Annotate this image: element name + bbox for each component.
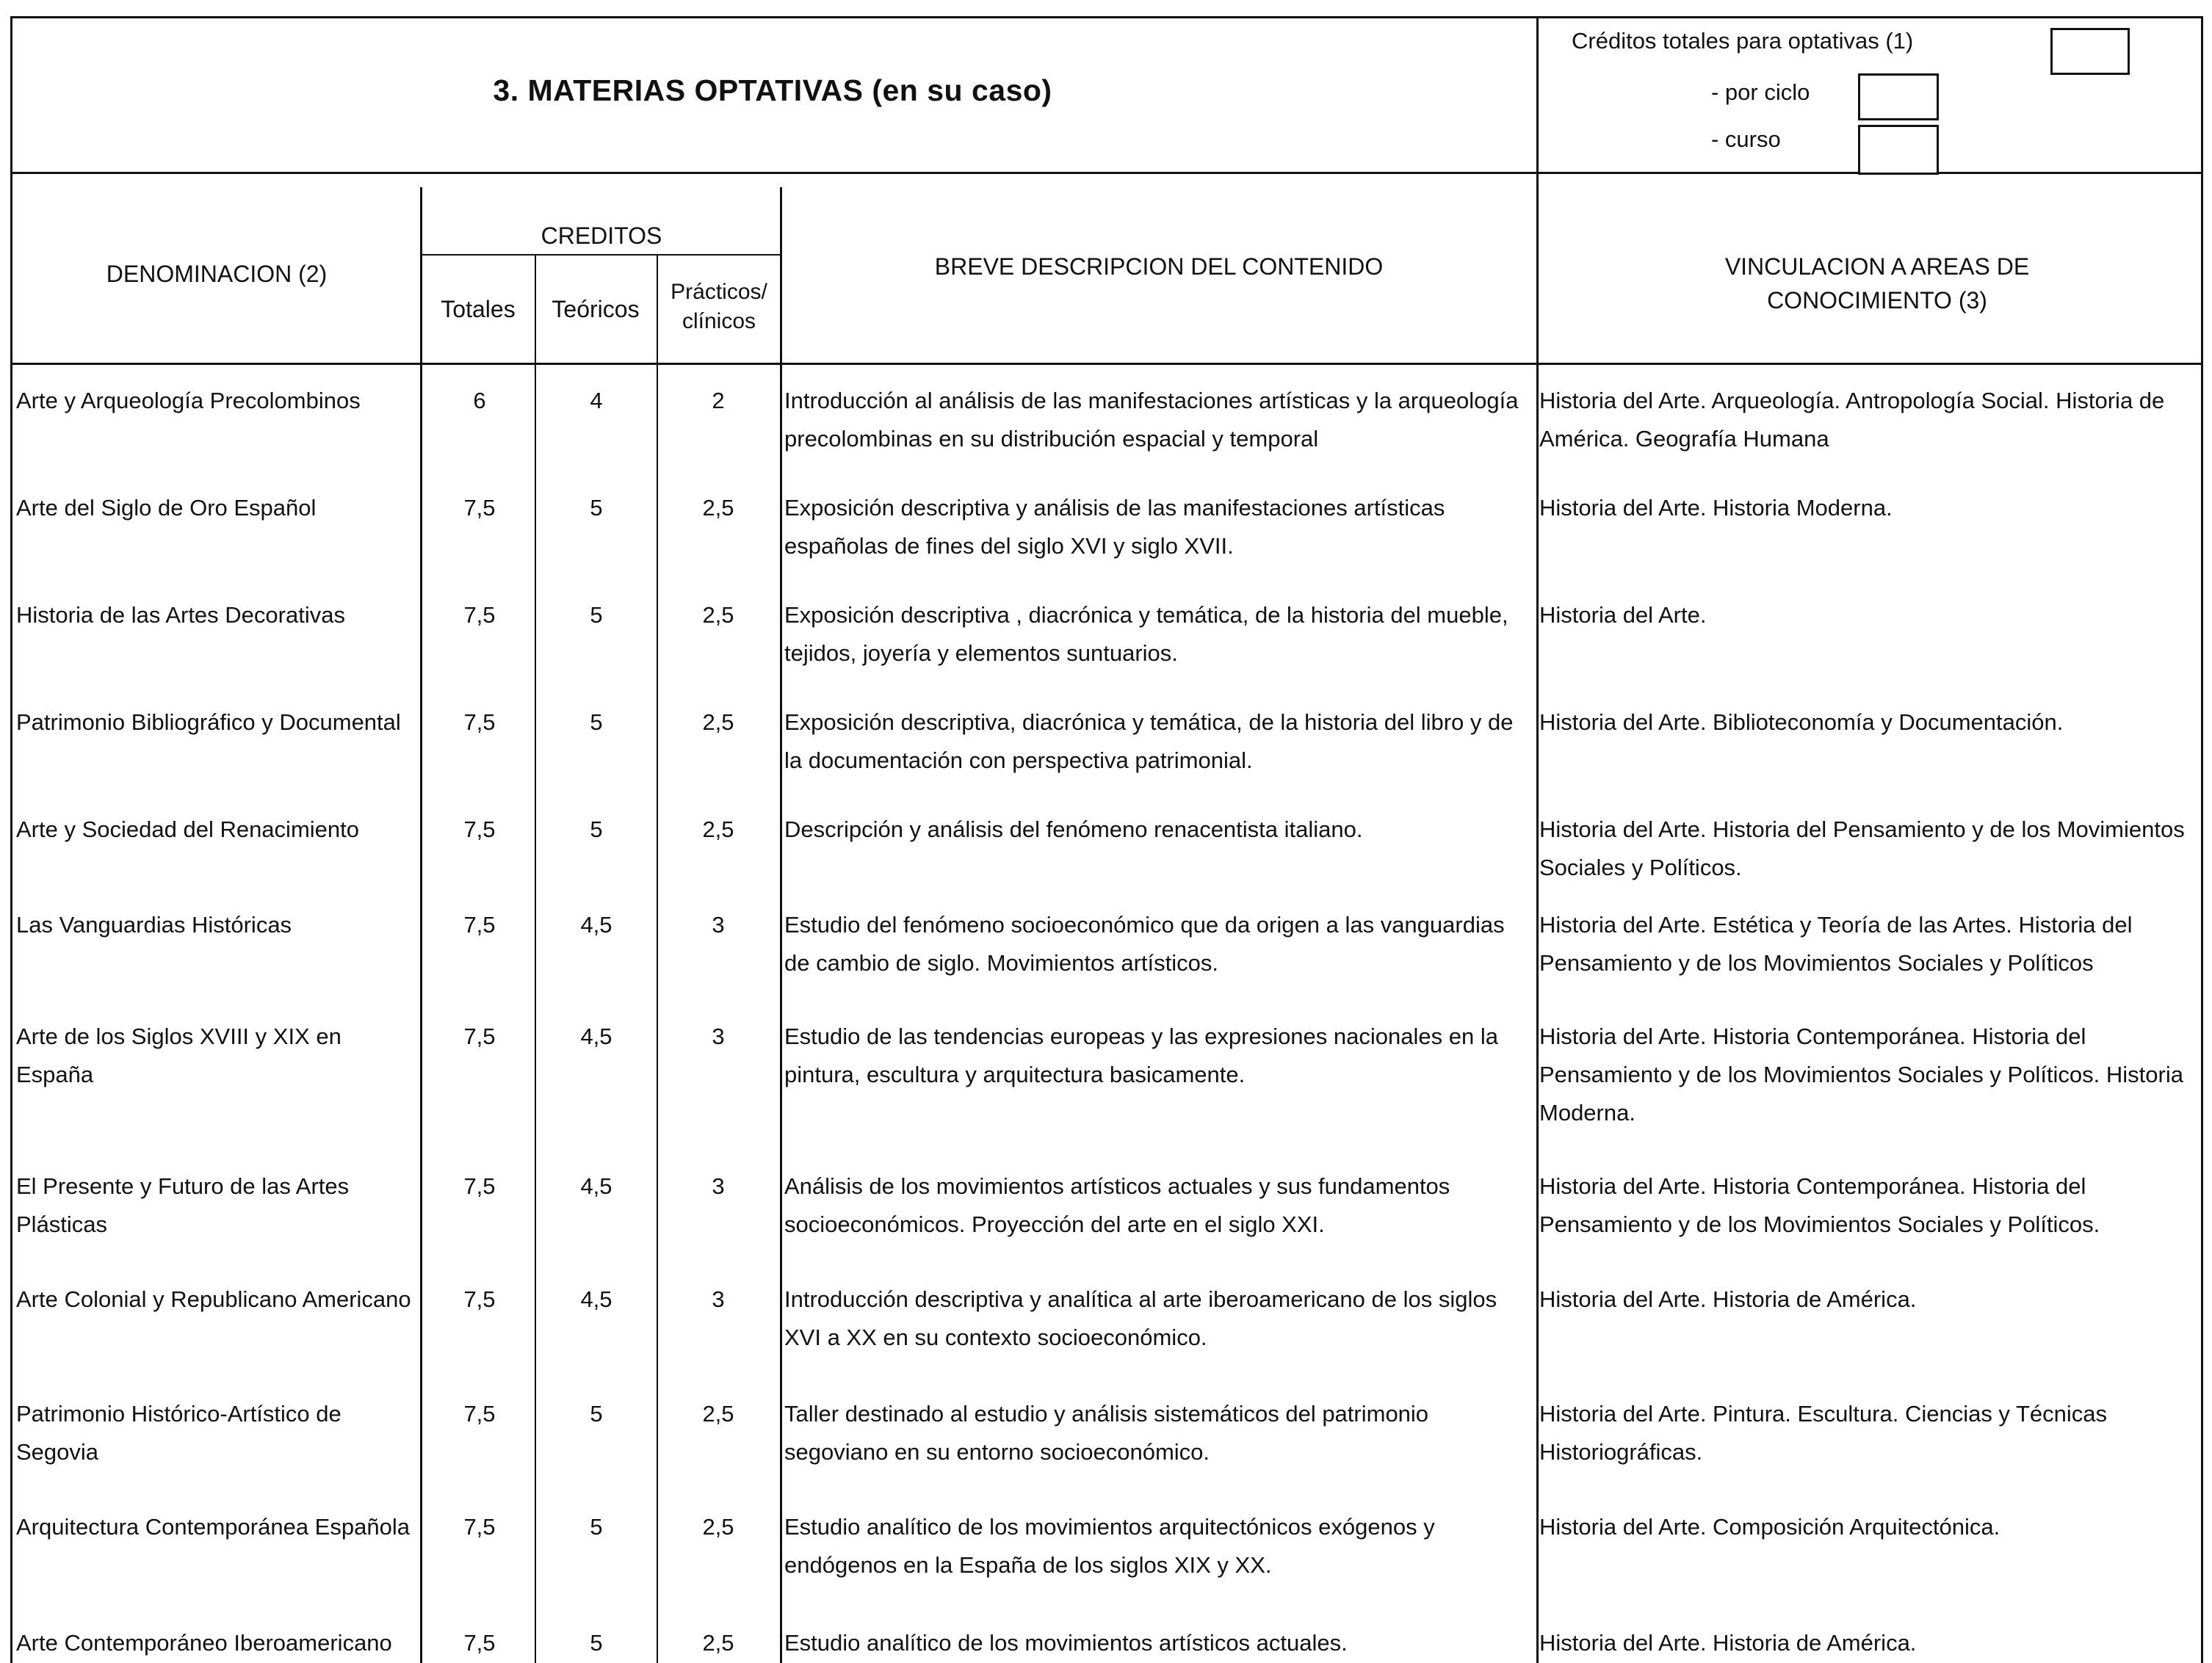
row-totales: 7,5 [463, 1286, 496, 1312]
row-denominacion: Arte y Arqueología Precolombinos [16, 388, 361, 413]
col-divider-creditos-left [420, 187, 422, 1663]
row-areas: Historia del Arte. Pintura. Escultura. Ciencias y Técnicas Historiográficas. [1539, 1401, 2108, 1465]
col-divider-creditos-right [780, 187, 782, 1663]
row-totales: 7,5 [463, 602, 496, 628]
row-descripcion: Introducción al análisis de las manifestaciones artísticas y la arqueología precolombinas en su distribución espacial y temporal [784, 388, 1519, 452]
row-descripcion: Estudio de las tendencias europeas y las expresiones nacionales en la pintura, escultura y arquitectura basicamente. [784, 1023, 1498, 1087]
row-practicos: 2,5 [702, 1514, 734, 1540]
row-descripcion: Estudio analítico de los movimientos artísticos actuales. [784, 1630, 1348, 1656]
col-header-totales: Totales [441, 296, 516, 322]
row-teoricos: 4,5 [580, 1286, 612, 1312]
row-descripcion: Exposición descriptiva , diacrónica y temática, de la historia del mueble, tejidos, joyería y elementos suntuarios. [784, 602, 1508, 666]
row-teoricos: 5 [590, 709, 603, 735]
row-practicos: 3 [712, 912, 725, 938]
row-denominacion: El Presente y Futuro de las Artes Plásticas [16, 1173, 350, 1237]
table-header-bottom-border [10, 363, 2203, 365]
row-practicos: 2,5 [702, 816, 734, 842]
row-denominacion: Arte Contemporáneo Iberoamericano [16, 1630, 392, 1656]
row-denominacion: Patrimonio Histórico-Artístico de Segovia [16, 1401, 341, 1465]
row-totales: 7,5 [463, 1173, 496, 1199]
row-practicos: 3 [712, 1023, 725, 1049]
row-teoricos: 5 [590, 1514, 603, 1540]
header-divider [1536, 16, 1539, 1663]
creditos-subheader-line [420, 254, 781, 256]
row-areas: Historia del Arte. Composición Arquitectónica. [1539, 1514, 2000, 1540]
row-teoricos: 5 [590, 602, 603, 628]
row-denominacion: Arte de los Siglos XVIII y XIX en España [16, 1023, 341, 1087]
row-teoricos: 4,5 [580, 1023, 612, 1049]
row-totales: 6 [473, 388, 486, 413]
col-divider-teoricos [657, 254, 658, 1663]
row-teoricos: 4 [590, 388, 603, 413]
row-teoricos: 5 [590, 1401, 603, 1427]
row-teoricos: 4,5 [580, 912, 612, 938]
row-denominacion: Las Vanguardias Históricas [16, 912, 292, 938]
row-descripcion: Análisis de los movimientos artísticos actuales y sus fundamentos socioeconómicos. Proyección del arte en el siglo XXI. [784, 1173, 1450, 1237]
col-header-creditos: CREDITOS [541, 222, 662, 249]
row-denominacion: Patrimonio Bibliográfico y Documental [16, 709, 401, 735]
row-totales: 7,5 [463, 1514, 496, 1540]
frame-right-border [2201, 16, 2203, 1663]
row-areas: Historia del Arte. Historia Contemporánea. Historia del Pensamiento y de los Movimientos Sociales y Políticos. [1539, 1173, 2100, 1237]
frame-top-border [10, 16, 2203, 18]
row-descripcion: Estudio analítico de los movimientos arquitectónicos exógenos y endógenos en la España de los siglos XIX y XX. [784, 1514, 1435, 1578]
total-credits-label: Créditos totales para optativas (1) [1572, 28, 1914, 54]
row-totales: 7,5 [463, 709, 496, 735]
row-totales: 7,5 [463, 816, 496, 842]
row-teoricos: 4,5 [580, 1173, 612, 1199]
row-denominacion: Arte y Sociedad del Renacimiento [16, 816, 359, 842]
row-areas: Historia del Arte. Historia Contemporánea. Historia del Pensamiento y de los Movimientos Sociales y Políticos. Historia Moderna. [1539, 1023, 2183, 1126]
row-teoricos: 5 [590, 495, 603, 521]
por-ciclo-label: - por ciclo [1711, 79, 1810, 105]
col-header-teoricos: Teóricos [552, 296, 640, 322]
row-practicos: 3 [712, 1173, 725, 1199]
curso-label: - curso [1711, 126, 1781, 152]
total-credits-box [2050, 28, 2130, 75]
row-descripcion: Estudio del fenómeno socioeconómico que da origen a las vanguardias de cambio de siglo. Movimientos artísticos. [784, 912, 1505, 976]
row-practicos: 2,5 [702, 709, 734, 735]
row-descripcion: Exposición descriptiva y análisis de las manifestaciones artísticas españolas de fines del siglo XVI y siglo XVII. [784, 495, 1445, 559]
row-totales: 7,5 [463, 912, 496, 938]
row-areas: Historia del Arte. Estética y Teoría de las Artes. Historia del Pensamiento y de los Movimientos Sociales y Políticos [1539, 912, 2133, 976]
row-totales: 7,5 [463, 495, 496, 521]
row-practicos: 3 [712, 1286, 725, 1312]
row-denominacion: Arte Colonial y Republicano Americano [16, 1286, 411, 1312]
row-practicos: 2,5 [702, 602, 734, 628]
row-totales: 7,5 [463, 1630, 496, 1656]
por-ciclo-box [1858, 73, 1939, 120]
col-header-denominacion: DENOMINACION (2) [106, 261, 328, 287]
row-areas: Historia del Arte. Historia de América. [1539, 1286, 1917, 1312]
row-descripcion: Exposición descriptiva, diacrónica y temática, de la historia del libro y de la documentación con perspectiva patrimonial. [784, 709, 1514, 773]
row-areas: Historia del Arte. Historia de América. [1539, 1630, 1917, 1656]
row-areas: Historia del Arte. Arqueología. Antropología Social. Historia de América. Geografía Humana [1539, 388, 2165, 452]
col-divider-totales [535, 254, 536, 1663]
row-practicos: 2,5 [702, 1630, 734, 1656]
col-header-vinculacion: VINCULACION A AREAS DE CONOCIMIENTO (3) [1724, 253, 2030, 314]
row-descripcion: Introducción descriptiva y analítica al arte iberoamericano de los siglos XVI a XX en su contexto socioeconómico. [784, 1286, 1497, 1350]
row-denominacion: Historia de las Artes Decorativas [16, 602, 345, 628]
row-areas: Historia del Arte. Historia del Pensamiento y de los Movimientos Sociales y Políticos. [1539, 816, 2185, 880]
row-denominacion: Arquitectura Contemporánea Española [16, 1514, 410, 1540]
row-denominacion: Arte del Siglo de Oro Español [16, 495, 317, 521]
row-areas: Historia del Arte. Biblioteconomía y Documentación. [1539, 709, 2064, 735]
frame-left-border [10, 16, 12, 1663]
col-header-descripcion: BREVE DESCRIPCION DEL CONTENIDO [934, 253, 1384, 280]
row-practicos: 2 [712, 388, 725, 413]
row-teoricos: 5 [590, 816, 603, 842]
row-totales: 7,5 [463, 1023, 496, 1049]
row-areas: Historia del Arte. [1539, 602, 1707, 628]
row-practicos: 2,5 [702, 495, 734, 521]
page-title: 3. MATERIAS OPTATIVAS (en su caso) [493, 73, 1052, 107]
row-teoricos: 5 [590, 1630, 603, 1656]
row-descripcion: Taller destinado al estudio y análisis sistemáticos del patrimonio segoviano en su entorno socioeconómico. [784, 1401, 1429, 1465]
col-header-practicos: Prácticos/ clínicos [671, 280, 767, 333]
row-practicos: 2,5 [702, 1401, 734, 1427]
row-areas: Historia del Arte. Historia Moderna. [1539, 495, 1893, 521]
row-totales: 7,5 [463, 1401, 496, 1427]
row-descripcion: Descripción y análisis del fenómeno renacentista italiano. [784, 816, 1363, 842]
curso-box [1858, 125, 1939, 175]
